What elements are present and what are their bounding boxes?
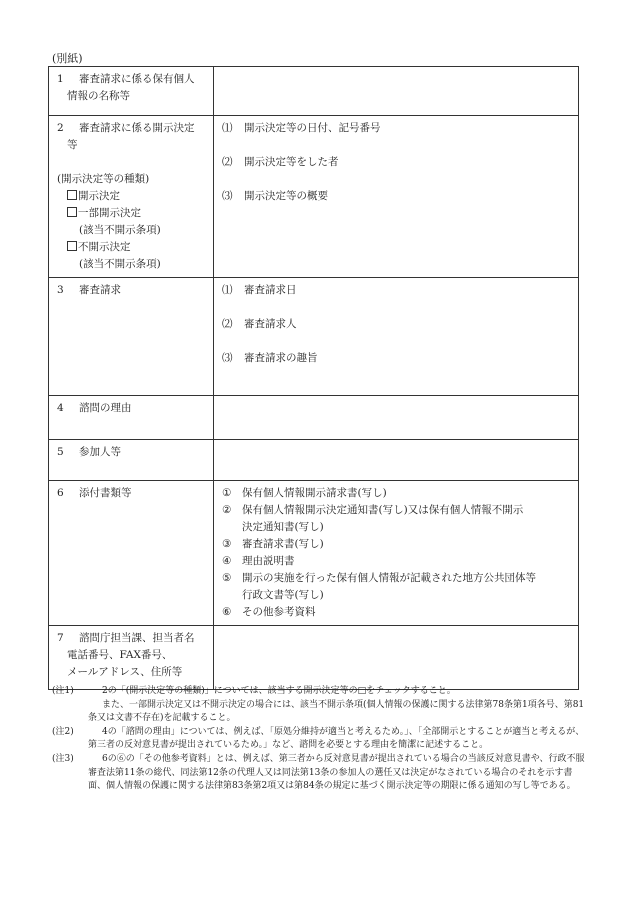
row-4-label: 諮問の理由 bbox=[79, 402, 132, 414]
attachment-item-number: ③ bbox=[222, 538, 232, 550]
checkbox-nondisclosure[interactable] bbox=[67, 241, 77, 251]
attachment-item-number: ② bbox=[222, 504, 232, 516]
row-3-item-text: 審査請求人 bbox=[244, 318, 297, 330]
row-2 bbox=[49, 116, 579, 278]
attachment-item-text: 保有個人情報開示請求書(写し) bbox=[242, 487, 387, 499]
note-1-label: (注1) bbox=[52, 686, 74, 696]
row-3-item bbox=[222, 350, 572, 367]
row-4-value-cell bbox=[214, 396, 579, 440]
attachment-item bbox=[222, 485, 572, 502]
attachment-item-text: 理由説明書 bbox=[242, 555, 295, 567]
row-5-label: 参加人等 bbox=[79, 446, 121, 458]
row-2-item-text: 開示決定等をした者 bbox=[244, 156, 339, 168]
attachment-item bbox=[222, 502, 572, 519]
attachment-item-text-cont: 決定通知書(写し) bbox=[242, 521, 324, 533]
row-4-label-cell bbox=[49, 396, 214, 440]
row-6-label: 添付書類等 bbox=[79, 487, 132, 499]
option-partial-disclosure-label: 一部開示決定 bbox=[78, 207, 141, 219]
note-1 bbox=[52, 685, 586, 726]
note-2-text: 4の「諮問の理由」については、例えば、「原処分維持が適当と考えるため。」、「全部開示とすることが適当と考えるが、第三者の反対意見書が提出されているため。」など、諮問を必要とする理由を簡潔に記述すること。 bbox=[88, 726, 585, 751]
attachment-item bbox=[222, 536, 572, 553]
row-6-number: 6 bbox=[57, 487, 64, 499]
row-3-item-text: 審査請求の趣旨 bbox=[244, 352, 318, 364]
row-1-label-cell bbox=[49, 67, 214, 116]
note-2 bbox=[52, 726, 586, 753]
option-nondisclosure-label: 不開示決定 bbox=[78, 241, 131, 253]
row-7-label-cell bbox=[49, 626, 214, 690]
row-2-item bbox=[222, 188, 572, 205]
attachment-item-text: 保有個人情報開示決定通知書(写し)又は保有個人情報不開示 bbox=[242, 504, 524, 516]
row-3-item-text: 審査請求日 bbox=[244, 284, 297, 296]
row-5-label-cell bbox=[49, 440, 214, 481]
note-3-text: 6の⑥の「その他参考資料」とは、例えば、第三者から反対意見書が提出されている場合の当該反対意見書や、行政不服審査法第11条の総代、同法第12条の代理人又は同法第13条の参加人の選任又は決定がなされている場合のそれを示す書面、個人情報の保護に関する法律第83条第2項又は第84条の規定に基づく開示決定等の期限に係る通知の写し等である。 bbox=[88, 753, 585, 792]
option-partial-disclosure bbox=[57, 205, 207, 222]
row-2-label-line2: 等 bbox=[67, 139, 78, 151]
row-2-item bbox=[222, 154, 572, 171]
attachment-item-number: ④ bbox=[222, 555, 232, 567]
row-2-number: 2 bbox=[57, 122, 64, 134]
attachment-item-text: 審査請求書(写し) bbox=[242, 538, 324, 550]
row-3-number: 3 bbox=[57, 284, 64, 296]
row-3 bbox=[49, 278, 579, 396]
attachment-heading: (別紙) bbox=[52, 52, 83, 65]
row-2-item-number: ⑴ bbox=[222, 122, 233, 134]
note-1-text-2: また、一部開示決定又は不開示決定の場合には、該当不開示条項(個人情報の保護に関する法律第78条第1項各号、第81条又は文書不存在)を記載すること。 bbox=[88, 699, 585, 724]
decision-types-title: (開示決定等の種類) bbox=[57, 173, 150, 185]
option-disclosure bbox=[57, 188, 207, 205]
referral-form-table bbox=[48, 66, 579, 690]
nondisclosure-clause: (該当不開示条項) bbox=[79, 258, 161, 270]
row-2-item-text: 開示決定等の日付、記号番号 bbox=[244, 122, 381, 134]
checkbox-disclosure[interactable] bbox=[67, 190, 77, 200]
row-5 bbox=[49, 440, 579, 481]
attachment-item-number: ⑥ bbox=[222, 606, 232, 618]
row-3-item-number: ⑶ bbox=[222, 352, 233, 364]
row-2-item-number: ⑵ bbox=[222, 156, 233, 168]
row-7-label-line1: 諮問庁担当課、担当者名 bbox=[79, 632, 195, 644]
row-2-item bbox=[222, 120, 572, 137]
row-7-label-line2: 電話番号、FAX番号、 bbox=[67, 649, 173, 661]
attachment-item bbox=[222, 604, 572, 621]
row-7 bbox=[49, 626, 579, 690]
attachment-item-number: ⑤ bbox=[222, 572, 232, 584]
note-1-text: 2の「(開示決定等の種類)」については、該当する開示決定等の□をチェックすること。 bbox=[102, 686, 456, 696]
row-3-item bbox=[222, 282, 572, 299]
row-7-value-cell bbox=[214, 626, 579, 690]
row-2-item-text: 開示決定等の概要 bbox=[244, 190, 328, 202]
attachment-item-text: その他参考資料 bbox=[242, 606, 316, 618]
row-2-label-cell bbox=[49, 116, 214, 278]
row-3-item bbox=[222, 316, 572, 333]
row-3-item-number: ⑵ bbox=[222, 318, 233, 330]
note-3 bbox=[52, 753, 586, 794]
row-5-number: 5 bbox=[57, 446, 64, 458]
row-7-label-line3: メールアドレス、住所等 bbox=[67, 666, 183, 678]
attachment-item bbox=[222, 570, 572, 587]
row-6 bbox=[49, 481, 579, 626]
checkbox-partial-disclosure[interactable] bbox=[67, 207, 77, 217]
row-1-label-line1: 審査請求に係る保有個人 bbox=[79, 73, 195, 85]
option-disclosure-label: 開示決定 bbox=[78, 190, 120, 202]
row-6-value-cell bbox=[214, 481, 579, 626]
attachment-item-text-cont: 行政文書等(写し) bbox=[242, 589, 324, 601]
row-1-number: 1 bbox=[57, 73, 64, 85]
row-3-label: 審査請求 bbox=[79, 284, 121, 296]
row-6-label-cell bbox=[49, 481, 214, 626]
row-5-value-cell bbox=[214, 440, 579, 481]
attachment-item bbox=[222, 553, 572, 570]
row-4-number: 4 bbox=[57, 402, 64, 414]
row-1-value-cell bbox=[214, 67, 579, 116]
note-3-label: (注3) bbox=[52, 753, 74, 764]
row-1 bbox=[49, 67, 579, 116]
row-2-label-line1: 審査請求に係る開示決定 bbox=[79, 122, 195, 134]
note-2-label: (注2) bbox=[52, 726, 74, 737]
row-3-value-cell bbox=[214, 278, 579, 396]
row-2-item-number: ⑶ bbox=[222, 190, 233, 202]
row-2-value-cell bbox=[214, 116, 579, 278]
attachment-item-text: 開示の実施を行った保有個人情報が記載された地方公共団体等 bbox=[242, 572, 536, 584]
attachment-item-number: ① bbox=[222, 487, 232, 499]
row-3-label-cell bbox=[49, 278, 214, 396]
row-4 bbox=[49, 396, 579, 440]
partial-nondisclosure-clause: (該当不開示条項) bbox=[79, 224, 161, 236]
option-nondisclosure bbox=[57, 239, 207, 256]
notes-section bbox=[52, 685, 586, 794]
row-7-number: 7 bbox=[57, 632, 64, 644]
row-3-item-number: ⑴ bbox=[222, 284, 233, 296]
row-1-label-line2: 情報の名称等 bbox=[67, 90, 130, 102]
